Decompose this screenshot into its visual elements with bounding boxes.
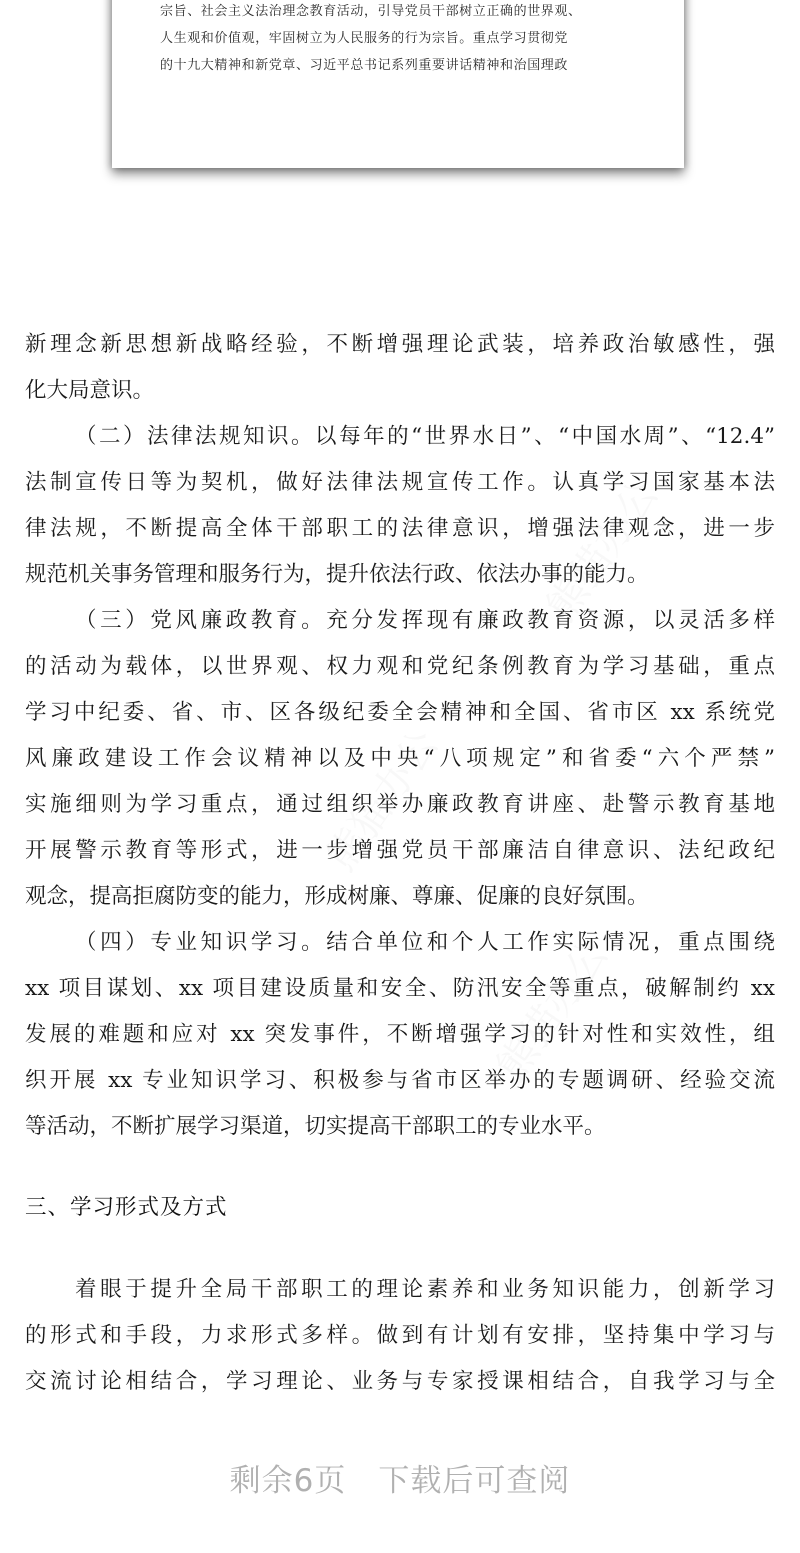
paragraph-line: 等活动，不断扩展学习渠道，切实提高干部职工的专业水平。 (25, 1114, 606, 1139)
watermark: 熊猫办公 (318, 721, 448, 880)
paragraph-line: 观念，提高拒腐防变的能力，形成树廉、尊廉、促廉的良好氛围。 (25, 884, 649, 909)
preview-page-card (112, 0, 684, 168)
preview-line: 人生观和价值观，牢固树立为人民服务的行为宗旨。重点学习贯彻党 (160, 31, 569, 46)
paragraph-line: （二）法律法规知识。以每年的“世界水日”、“中国水周”、“12.4” (75, 424, 775, 449)
preview-line: 宗旨、社会主义法治理念教育活动，引导党员干部树立正确的世界观、 (160, 4, 582, 19)
paragraph-line: 风廉政建设工作会议精神以及中央“八项规定”和省委“六个严禁” (25, 746, 775, 771)
paragraph-line: （四）专业知识学习。结合单位和个人工作实际情况，重点围绕 (75, 930, 775, 955)
paragraph-line: 的形式和手段，力求形式多样。做到有计划有安排，坚持集中学习与 (25, 1323, 775, 1348)
paragraph-line: 学习中纪委、省、市、区各级纪委全会精神和全国、省市区 xx 系统党 (25, 700, 775, 725)
paragraph-line: 规范机关事务管理和服务行为，提升依法行政、依法办事的能力。 (25, 562, 649, 587)
paragraph-line: （三）党风廉政教育。充分发挥现有廉政教育资源，以灵活多样 (75, 608, 775, 633)
section-heading: 三、学习形式及方式 (25, 1195, 228, 1220)
remaining-pages-download-prompt[interactable]: 剩余6页 下载后可查阅 (229, 1463, 571, 1499)
paragraph-line: 化大局意识。 (25, 378, 155, 403)
paragraph-line: 着眼于提升全局干部职工的理论素养和业务知识能力，创新学习 (75, 1277, 775, 1302)
paragraph-line: 织开展 xx 专业知识学习、积极参与省市区举办的专题调研、经验交流 (25, 1068, 775, 1093)
paragraph-line: xx 项目谋划、xx 项目建设质量和安全、防汛安全等重点，破解制约 xx (25, 976, 775, 1001)
watermark: 熊猫办公 (488, 931, 618, 1090)
paragraph-line: 实施细则为学习重点，通过组织举办廉政教育讲座、赴警示教育基地 (25, 792, 775, 817)
paragraph-line: 的活动为载体，以世界观、权力观和党纪条例教育为学习基础，重点 (25, 654, 775, 679)
paragraph-line: 律法规，不断提高全体干部职工的法律意识，增强法律观念，进一步 (25, 516, 775, 541)
paragraph-line: 发展的难题和应对 xx 突发事件，不断增强学习的针对性和实效性，组 (25, 1022, 775, 1047)
paragraph-line: 交流讨论相结合，学习理论、业务与专家授课相结合，自我学习与全 (25, 1369, 775, 1394)
paragraph-line: 新理念新思想新战略经验，不断增强理论武装，培养政治敏感性，强 (25, 332, 775, 357)
paragraph-line: 开展警示教育等形式，进一步增强党员干部廉洁自律意识、法纪政纪 (25, 838, 775, 863)
preview-line: 的十九大精神和新党章、习近平总书记系列重要讲话精神和治国理政 (160, 58, 569, 73)
paragraph-line: 法制宣传日等为契机，做好法律法规宣传工作。认真学习国家基本法 (25, 470, 775, 495)
watermark: 熊猫办公 (538, 471, 668, 630)
